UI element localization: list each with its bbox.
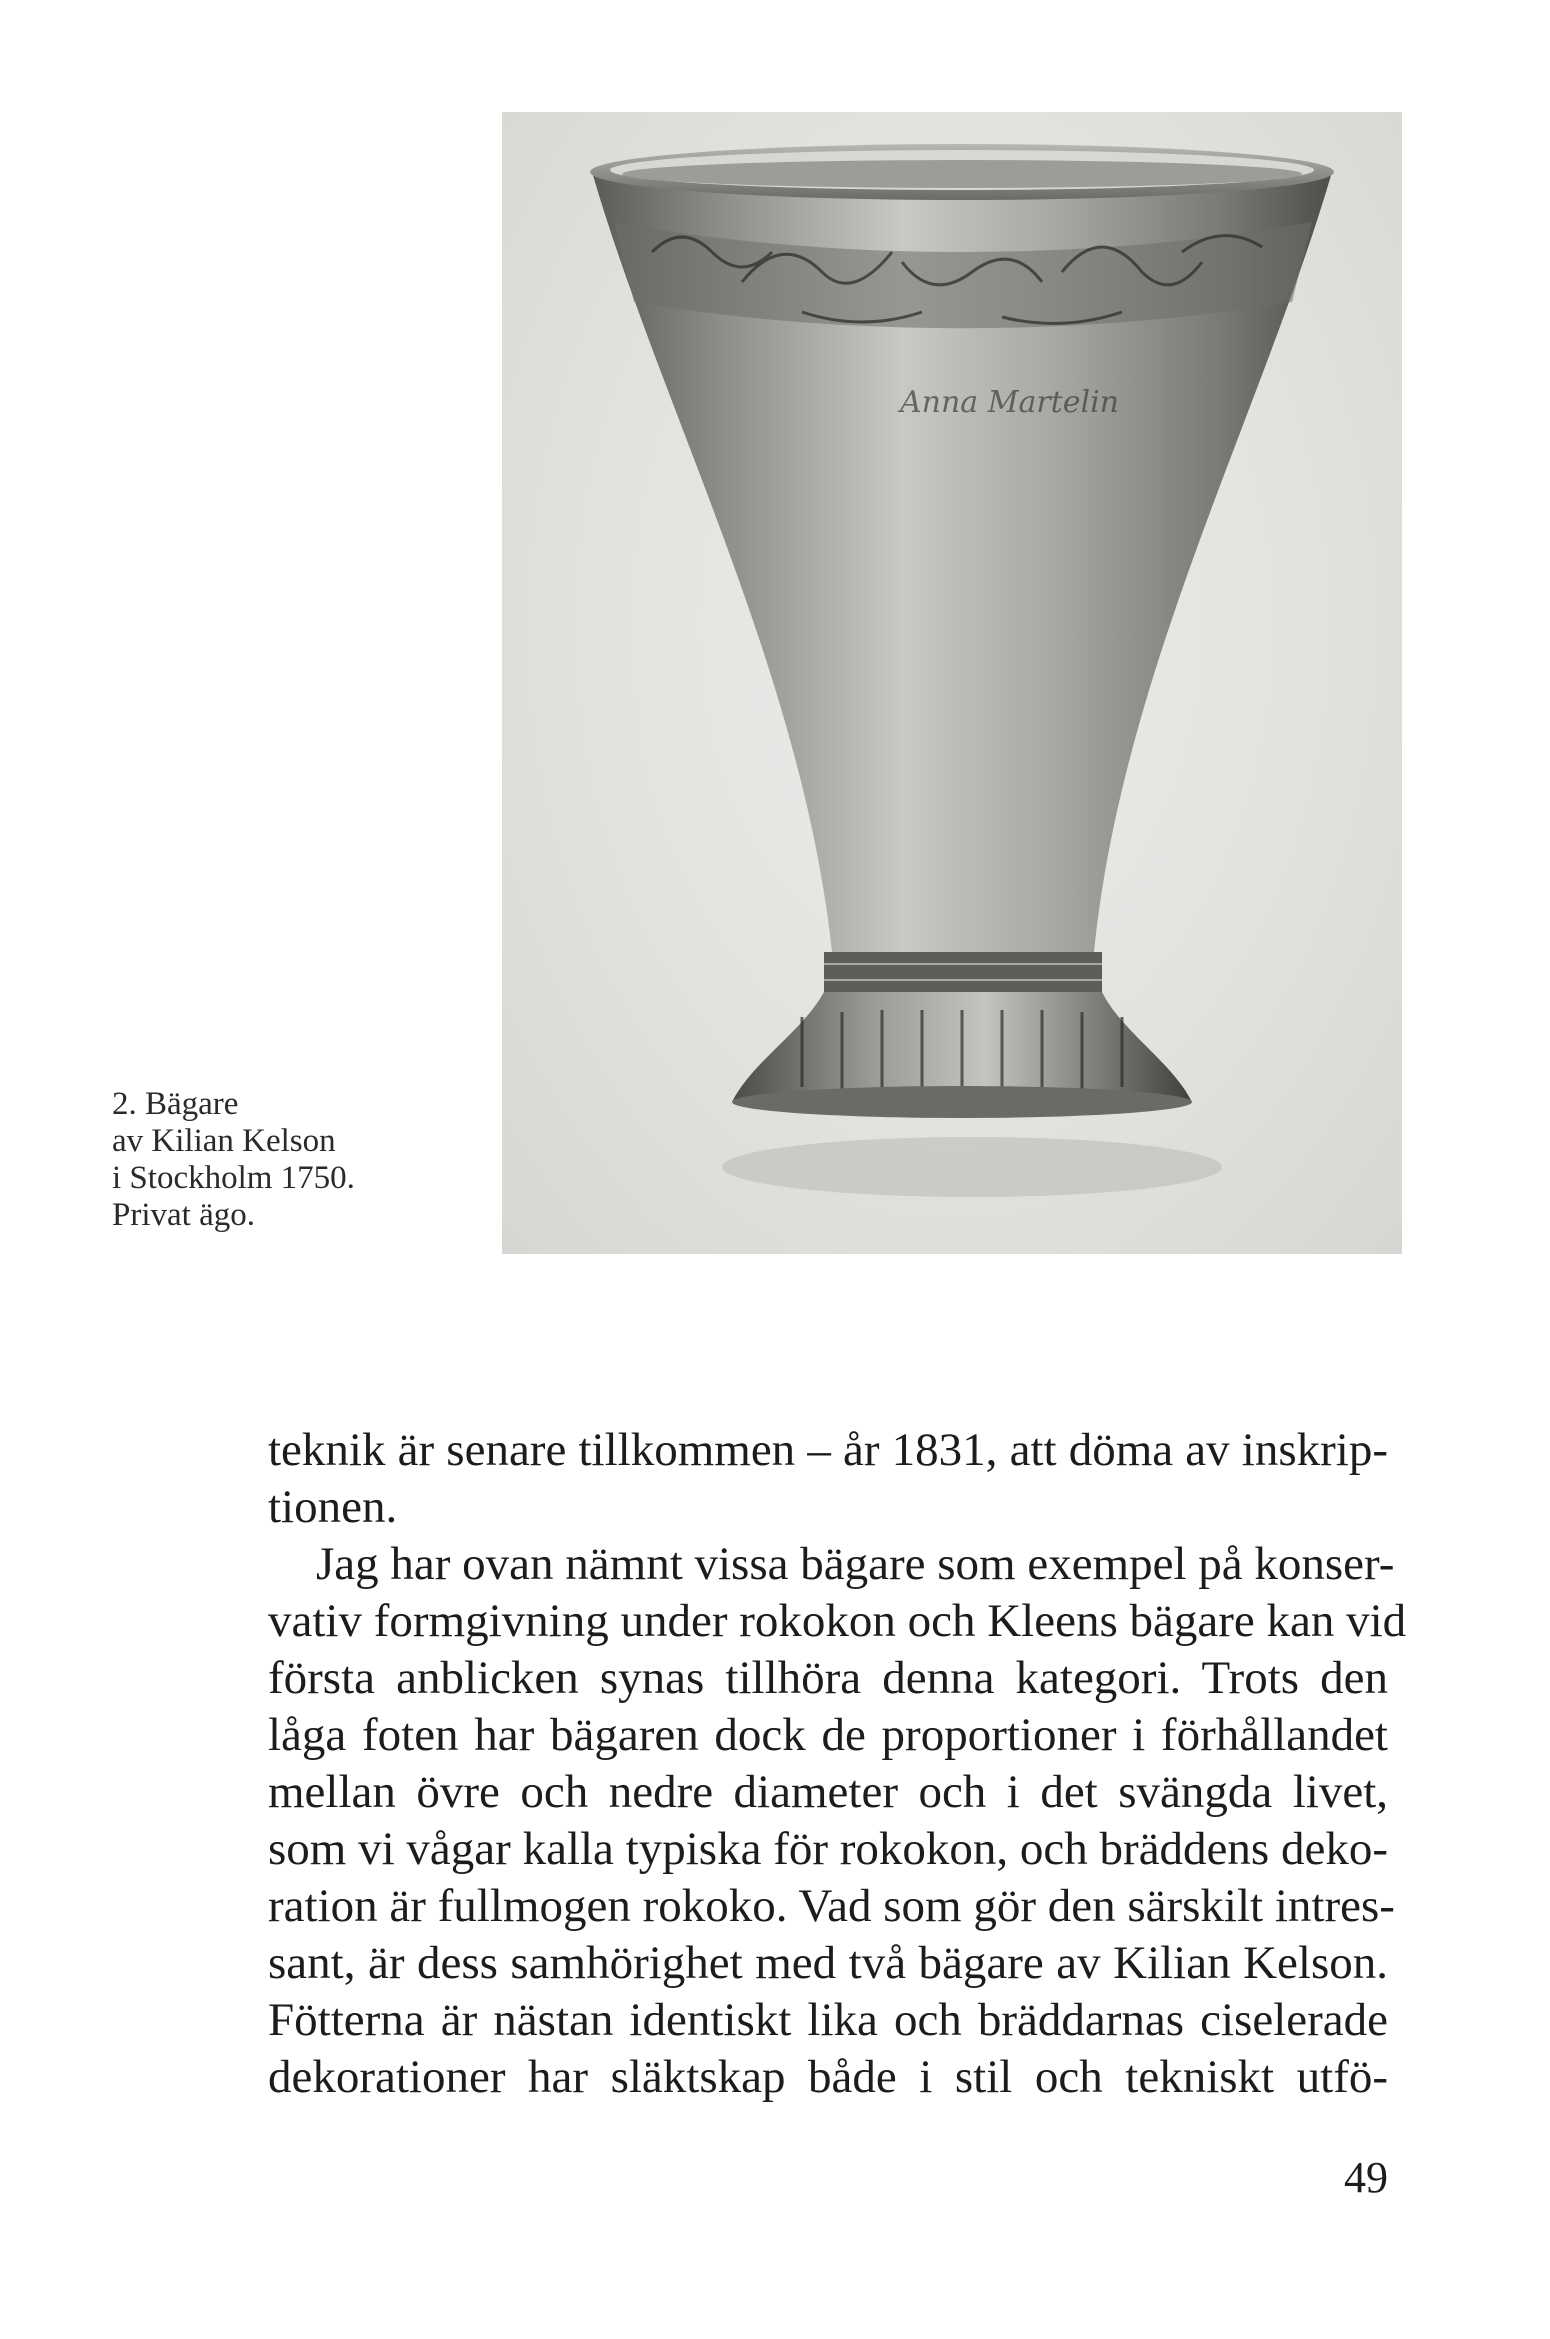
body-paragraphs — [268, 1422, 1407, 2106]
text-line: dekorationer har släktskap både i stil och tekniskt utfö- — [268, 2051, 1388, 2103]
text-line: teknik är senare tillkommen – år 1831, att döma av inskrip- — [268, 1424, 1388, 1476]
text-line: mellan övre och nedre diameter och i det svängda livet, — [268, 1766, 1388, 1818]
caption-line: i Stockholm 1750. — [112, 1160, 355, 1196]
text-line: låga foten har bägaren dock de proportioner i förhållandet — [268, 1709, 1388, 1761]
text-line: tionen. — [268, 1481, 398, 1533]
caption-line: 2. Bägare — [112, 1086, 239, 1122]
engraved-inscription: Anna Martelin — [900, 385, 1119, 420]
text-line: Fötterna är nästan identiskt lika och bräddarnas ciselerade — [268, 1994, 1388, 2046]
text-line: sant, är dess samhörighet med två bägare av Kilian Kelson. — [268, 1937, 1388, 1989]
figure-caption — [112, 1086, 472, 1234]
beaker-photograph — [502, 112, 1402, 1254]
text-line: Jag har ovan nämnt vissa bägare som exempel på konser- — [316, 1538, 1395, 1590]
text-line: som vi vågar kalla typiska för rokokon, och bräddens deko- — [268, 1823, 1388, 1875]
caption-line: av Kilian Kelson — [112, 1123, 336, 1159]
page-number: 49 — [1344, 2153, 1388, 2202]
caption-line: Privat ägo. — [112, 1197, 255, 1233]
text-line: första anblicken synas tillhöra denna kategori. Trots den — [268, 1652, 1388, 1704]
text-line: ration är fullmogen rokoko. Vad som gör den särskilt intres- — [268, 1880, 1395, 1932]
text-line: vativ formgivning under rokokon och Kleens bägare kan vid — [268, 1595, 1407, 1647]
